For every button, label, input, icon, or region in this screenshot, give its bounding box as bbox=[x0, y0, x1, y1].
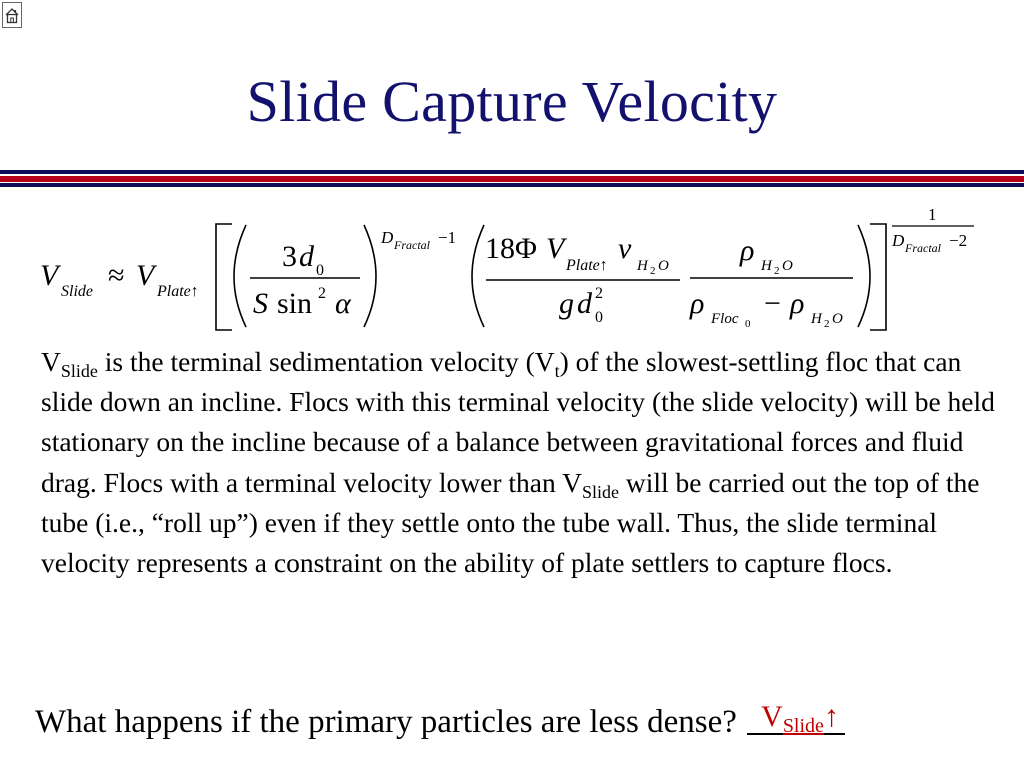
eq-den3-sub2c: O bbox=[832, 311, 843, 327]
home-button[interactable] bbox=[2, 2, 22, 28]
eq-outer-den-var: D bbox=[892, 231, 905, 250]
eq-num2-v: V bbox=[546, 232, 565, 265]
question-line bbox=[35, 700, 845, 741]
eq-num1-coef: 3 bbox=[282, 240, 297, 273]
vt-sub: t bbox=[554, 361, 560, 381]
paren-left-1 bbox=[234, 225, 246, 327]
eq-num3-sub: H bbox=[761, 258, 772, 274]
paren-right-2 bbox=[858, 225, 870, 327]
eq-outer-den-tail: −2 bbox=[949, 231, 968, 250]
question-text: What happens if the primary particles are less dense? bbox=[35, 704, 746, 740]
vslide-sub-2: Slide bbox=[581, 481, 619, 502]
eq-den1-alpha: α bbox=[335, 287, 351, 320]
eq-den3-sub: Floc bbox=[711, 311, 739, 327]
description-part-4: will be carried out the top of the tube (i.e., “roll up”) even if they settle onto the tube wall. Thus, the slide terminal velocity represents a constraint on the ability of plate settlers to capture flocs. bbox=[41, 466, 980, 579]
eq-den3-sub2b: 2 bbox=[824, 318, 830, 330]
description-part-2: is the terminal sedimentation velocity (V bbox=[97, 346, 555, 377]
eq-outer-den-sub: Fractal bbox=[905, 241, 941, 255]
eq-den2-sub: 0 bbox=[595, 309, 603, 326]
eq-den1-sin: sin bbox=[277, 287, 313, 320]
description-part-3: ) of the slowest-settling floc that can slide down an incline. Flocs with this terminal velocity (the slide velocity) will be held stationary on the incline because of a balance between gravitational forces and fluid drag. Flocs with a terminal velocity lower than V bbox=[41, 346, 995, 498]
eq-den2-g: g bbox=[559, 287, 574, 320]
eq-exp1-var: D bbox=[381, 228, 394, 247]
answer-sub: Slide bbox=[782, 715, 824, 737]
eq-den1-s: S bbox=[253, 287, 268, 320]
eq-lhs-sub: Slide bbox=[61, 283, 93, 300]
answer-var: V bbox=[761, 700, 783, 733]
eq-exp1-sub: Fractal bbox=[394, 238, 430, 252]
eq-lhs-var: V bbox=[40, 259, 59, 292]
eq-num1-var: d bbox=[299, 240, 314, 273]
capture-velocity-equation bbox=[0, 190, 1024, 340]
eq-den3-minus: − bbox=[764, 287, 781, 320]
answer-text bbox=[761, 700, 839, 737]
answer-arrow: ↑ bbox=[823, 700, 839, 733]
eq-den1-exp: 2 bbox=[318, 285, 326, 302]
slide-title: Slide Capture Velocity bbox=[246, 69, 778, 134]
eq-num3-rho: ρ bbox=[740, 234, 755, 267]
outer-left-bracket bbox=[216, 224, 232, 330]
eq-num2-nusub: H bbox=[637, 258, 648, 274]
eq-num3-sub3: O bbox=[782, 258, 793, 274]
eq-num2-nu: ν bbox=[618, 232, 632, 265]
outer-right-bracket bbox=[870, 224, 886, 330]
eq-den2-exp: 2 bbox=[595, 285, 603, 302]
paren-right-1 bbox=[364, 225, 376, 327]
paren-left-2 bbox=[472, 225, 484, 327]
eq-num1-sub: 0 bbox=[316, 262, 324, 279]
eq-den3-rho: ρ bbox=[690, 287, 705, 320]
home-icon bbox=[4, 6, 20, 24]
eq-approx: ≈ bbox=[108, 259, 125, 292]
vslide-symbol: V bbox=[41, 346, 61, 377]
description-paragraph bbox=[41, 342, 1001, 583]
eq-den3-rho2: ρ bbox=[790, 287, 805, 320]
eq-exp1-tail: −1 bbox=[438, 228, 457, 247]
eq-num2-vsub: Plate↑ bbox=[566, 257, 608, 274]
eq-plate-var: V bbox=[136, 259, 155, 292]
answer-blank bbox=[745, 700, 845, 737]
eq-plate-sub: Plate↑ bbox=[157, 283, 199, 300]
eq-outer-num: 1 bbox=[928, 205, 937, 224]
eq-num2-nusub3: O bbox=[658, 258, 669, 274]
eq-num2-coef: 18Φ bbox=[485, 232, 537, 265]
eq-num2-nusub2: 2 bbox=[650, 265, 656, 277]
eq-den2-d: d bbox=[577, 287, 592, 320]
eq-den3-sub2: H bbox=[811, 311, 822, 327]
vslide-sub: Slide bbox=[60, 361, 98, 381]
eq-den3-sub0: 0 bbox=[745, 318, 751, 330]
eq-num3-sub2: 2 bbox=[774, 265, 780, 277]
